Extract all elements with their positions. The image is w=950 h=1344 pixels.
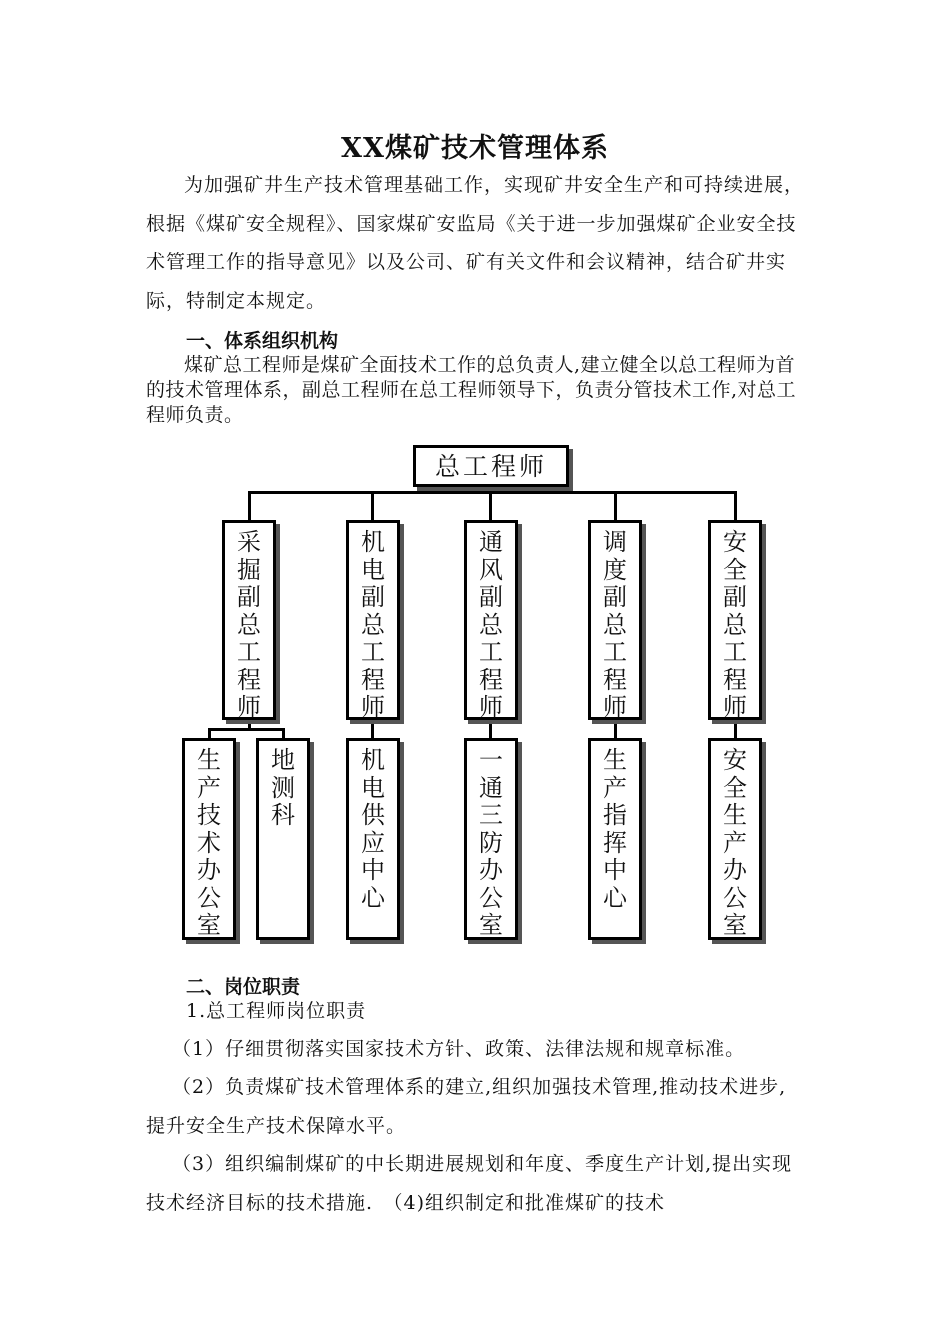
- unit-label-supply-center: 机电供应中心: [361, 746, 385, 912]
- unit-label-production-tech: 生产技术办公室: [197, 746, 221, 939]
- intro-paragraph: 为加强矿井生产技术管理基础工作，实现矿井安全生产和可持续进展，根据《煤矿安全规程》、国家煤矿安监局《关于进一步加强煤矿企业安全技术管理工作的指导意见》以及公司、矿有关文件和会议精神，结合矿井实际，特制定本规定。: [146, 174, 805, 312]
- unit-box-safety-office: [708, 738, 762, 940]
- unit-box-supply-center: [346, 738, 400, 940]
- item1-point3: （3）组织编制煤矿的中长期进展规划和年度、季度生产计划,提出实现技术经济目标的技术措施. （4)组织制定和批准煤矿的技术: [146, 1153, 793, 1214]
- document-title: XX煤矿技术管理体系: [341, 133, 609, 164]
- unit-label-safety-office: 安全生产办公室: [723, 746, 747, 939]
- deputy-label-electromechanical: 机电副总工程师: [361, 528, 385, 721]
- deputy-label-dispatch: 调度副总工程师: [603, 528, 627, 721]
- item1-point2: （2）负责煤矿技术管理体系的建立,组织加强技术管理,推动技术进步,提升安全生产技术保障水平。: [146, 1076, 787, 1137]
- unit-box-command-center: [588, 738, 642, 940]
- connector-deputy-1: [248, 491, 251, 522]
- unit-box-production-tech: [182, 738, 236, 940]
- deputy-label-mining: 采掘副总工程师: [237, 528, 261, 721]
- unit-label-command-center: 生产指挥中心: [603, 746, 627, 912]
- item1-heading: 1.总工程师岗位职责: [186, 1000, 367, 1022]
- unit-box-survey: [256, 738, 310, 940]
- deputy-box-safety: [708, 520, 762, 720]
- connector-deputy-bus: [248, 491, 737, 494]
- unit-box-ventilation-office: [464, 738, 518, 940]
- deputy-box-dispatch: [588, 520, 642, 720]
- connector-deputy-2: [371, 491, 374, 522]
- section2-heading: 二、岗位职责: [186, 976, 301, 998]
- deputy-box-ventilation: [464, 520, 518, 720]
- section1-heading: 一、体系组织机构: [186, 330, 339, 352]
- item1-point1: （1）仔细贯彻落实国家技术方针、政策、法律法规和规章标准。: [172, 1038, 746, 1060]
- connector-deputy-5: [734, 491, 737, 522]
- deputy-box-electromechanical: [346, 520, 400, 720]
- unit-label-ventilation-office: 一通三防办公室: [479, 746, 503, 939]
- connector-deputy-4: [614, 491, 617, 522]
- connector-deputy-3: [489, 491, 492, 522]
- deputy-label-safety: 安全副总工程师: [723, 528, 747, 721]
- section1-paragraph: 煤矿总工程师是煤矿全面技术工作的总负责人,建立健全以总工程师为首的技术管理体系，副总工程师在总工程师领导下，负责分管技术工作,对总工程师负责。: [146, 354, 797, 426]
- unit-label-survey: 地测科: [271, 746, 295, 829]
- chief-engineer-box: 总工程师: [413, 445, 569, 487]
- deputy-label-ventilation: 通风副总工程师: [479, 528, 503, 721]
- deputy-box-mining: [222, 520, 276, 720]
- connector-unit-bus-1: [208, 728, 284, 731]
